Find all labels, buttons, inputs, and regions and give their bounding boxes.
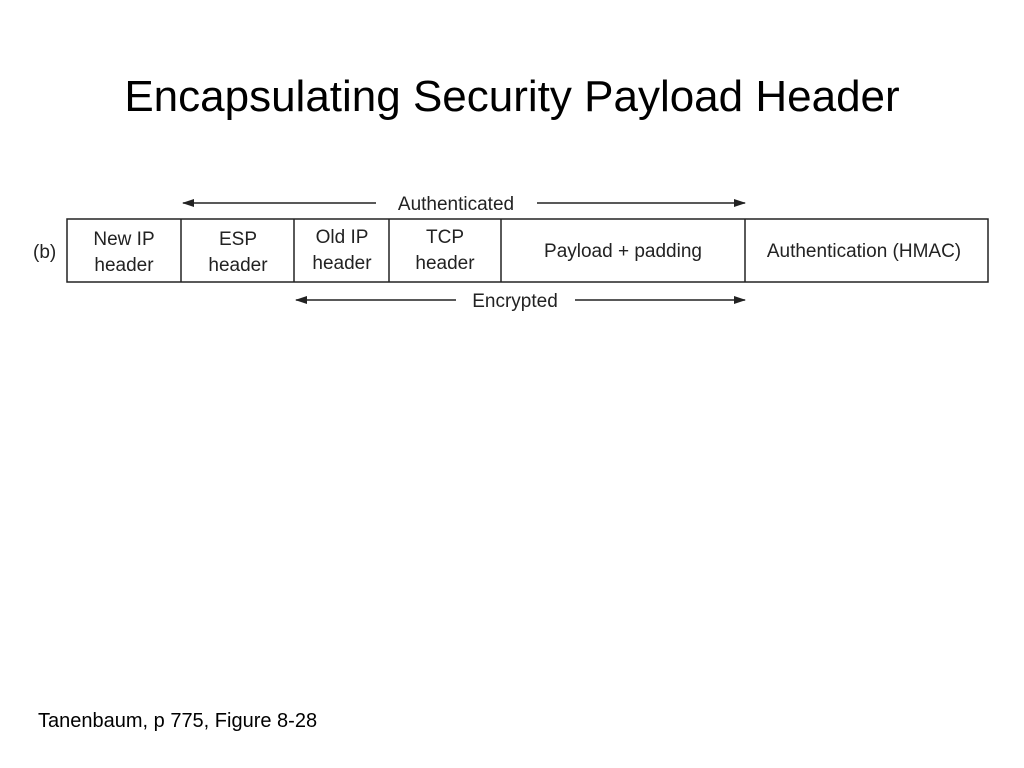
field-text: Old IP: [315, 227, 369, 248]
figure-label: (b): [33, 242, 57, 263]
field-text: Payload + padding: [544, 241, 702, 262]
encrypted-label: Encrypted: [472, 291, 558, 312]
field-authentication-hmac: [767, 241, 961, 262]
authenticated-label: Authenticated: [397, 194, 515, 215]
field-payload-padding: [544, 241, 702, 262]
field-text: header: [94, 255, 154, 276]
source-citation: Tanenbaum, p 775, Figure 8-28: [38, 710, 318, 732]
field-text: header: [312, 253, 372, 274]
field-text: New IP: [93, 229, 155, 250]
field-text: Authentication (HMAC): [766, 241, 962, 262]
field-text: TCP: [426, 227, 464, 248]
slide-title: Encapsulating Security Payload Header: [124, 72, 900, 121]
field-text: ESP: [218, 229, 258, 250]
encrypted-span: [296, 291, 745, 312]
field-text: header: [208, 255, 268, 276]
field-text: header: [415, 253, 475, 274]
authenticated-span: [183, 194, 745, 215]
packet-layout: [67, 219, 988, 282]
